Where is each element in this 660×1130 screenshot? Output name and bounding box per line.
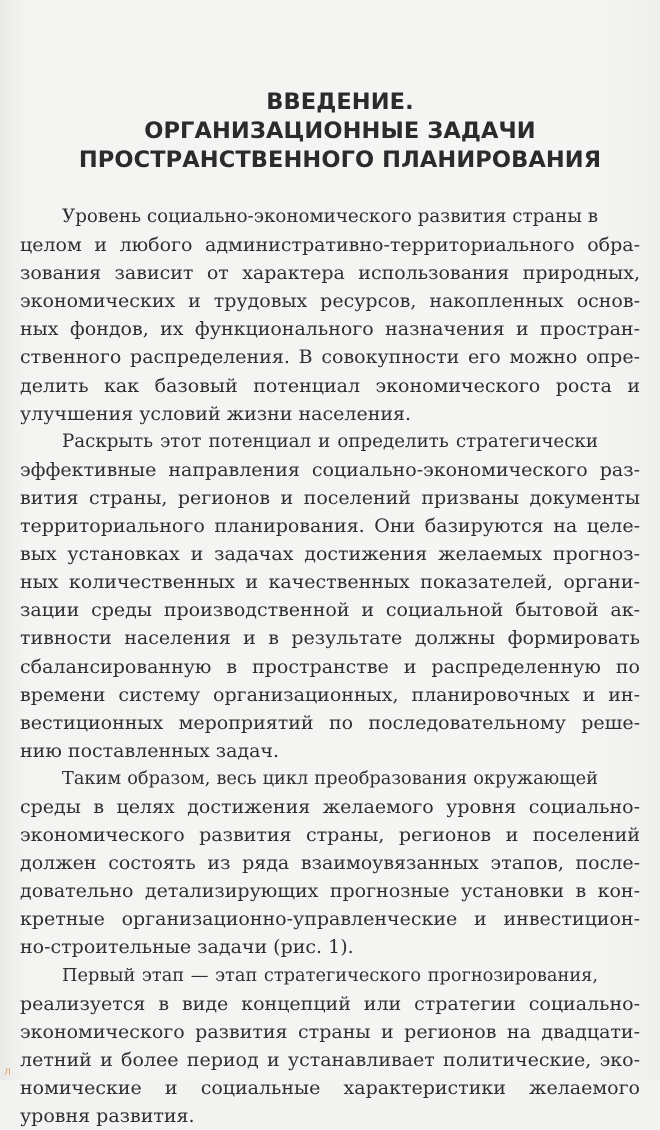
heading-line-1: ВВЕДЕНИЕ. [266,89,414,115]
heading-line-2: ОРГАНИЗАЦИОННЫЕ ЗАДАЧИ [144,118,536,144]
paragraph-line: довательно детализирующих прогнозные установки в кон- [20,880,640,903]
paragraph-line: нию поставленных задач. [20,739,280,762]
paragraph [2,203,638,428]
paragraph-line: среды в целях достижения желаемого уровня социально- [20,795,640,818]
paragraph-line: тивности населения и в результате должны формировать [20,627,640,650]
paragraph-line: времени систему организационных, планировочных и ин- [20,683,640,706]
body-text [2,203,638,1130]
paragraph-line: экономического развития страны, регионов и поселений [20,824,640,847]
paragraph-line: уровня развития. [20,1105,195,1127]
paragraph-line: эффективные направления социально-экономического раз- [20,458,640,481]
paragraph-line: целом и любого административно-территориального обра- [20,234,640,257]
paragraph-line: зации среды производственной и социальной бытовой ак- [20,599,640,622]
paragraph-line: Раскрыть этот потенциал и определить стратегически [62,430,598,452]
paragraph-line: ных количественных и качественных показателей, органи- [20,571,640,594]
paragraph-line: должен состоять из ряда взаимоувязанных этапов, после- [20,852,640,875]
paragraph-line: сбалансированную в пространстве и распределенную по [20,655,640,678]
paragraph-line: но-строительные задачи (рис. 1). [20,936,354,959]
corner-mark: Л [4,1068,11,1078]
paragraph [2,765,638,962]
paragraph [2,962,638,1130]
paragraph [2,428,638,765]
paragraph-line: ных фондов, их функционального назначения и простран- [20,318,640,341]
paragraph-line: зования зависит от характера использования природных, [20,262,640,285]
paragraph-line: территориального планирования. Они базируются на целе- [20,515,640,538]
paragraph-line: вых установках и задачах достижения желаемых прогноз- [20,543,640,566]
paragraph-line: Уровень социально-экономического развития страны в [62,206,598,227]
paragraph-line: Первый этап — этап стратегического прогнозирования, [62,965,598,986]
paragraph-line: летний и более период и устанавливает политические, эко- [20,1048,640,1071]
heading-line-3: ПРОСТРАНСТВЕННОГО ПЛАНИРОВАНИЯ [78,147,602,173]
paragraph-line: экономического развития страны и регионов на двадцати- [20,1020,640,1043]
paragraph-line: кретные организационно-управленческие и инвестицион- [20,908,640,931]
paragraph-line: делить как базовый потенциал экономического роста и [20,374,640,397]
chapter-heading [60,88,620,175]
paragraph-line: улучшения условий жизни населения. [20,402,412,425]
paragraph-line: Таким образом, весь цикл преобразования окружающей [62,768,598,789]
paragraph-line: вития страны, регионов и поселений призваны документы [20,486,640,509]
paragraph-line: ственного распределения. В совокупности его можно опре- [20,346,640,369]
paragraph-line: вестиционных мероприятий по последовательному реше- [20,711,640,734]
paragraph-line: реализуется в виде концепций или стратегии социально- [20,992,640,1015]
paragraph-line: номические и социальные характеристики желаемого [20,1076,640,1099]
paragraph-line: экономических и трудовых ресурсов, накопленных основ- [20,290,640,313]
